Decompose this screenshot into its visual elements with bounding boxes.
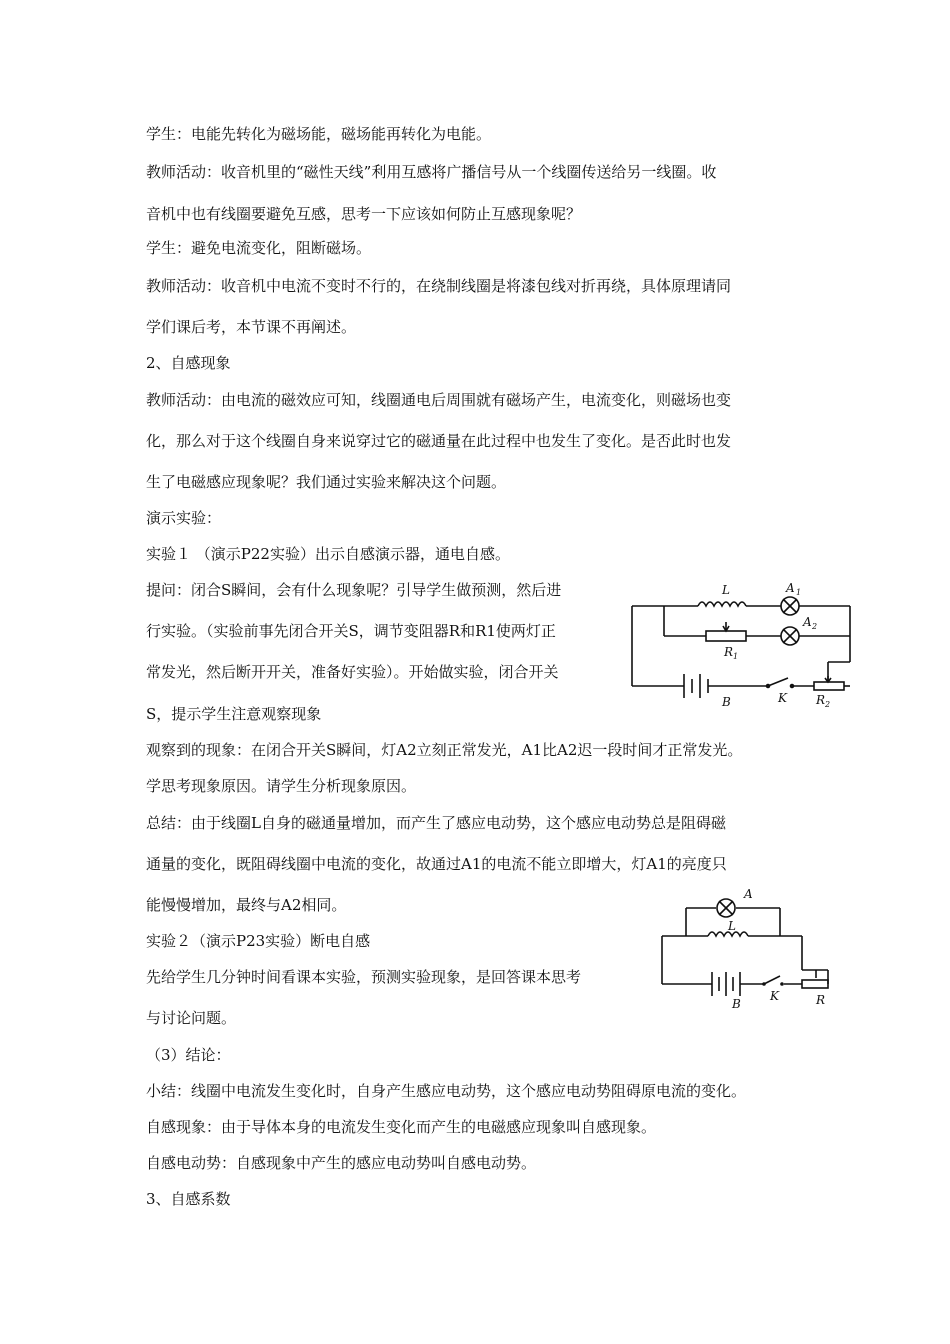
text-line: 总结：由于线圈L自身的磁通量增加，而产生了感应电动势，这个感应电动势总是阻碍磁 [146,814,726,832]
label-R: R [816,993,826,1007]
text-line: 学们课后考，本节课不再阐述。 [146,318,357,336]
text-line: 演示实验： [146,509,222,527]
text-line: 能慢慢增加，最终与A2相同。 [146,896,347,914]
section-heading: 2、自感现象 [146,354,231,372]
text-line: 小结：线圈中电流发生变化时，自身产生感应电动势，这个感应电动势阻碍原电流的变化。 [146,1082,747,1100]
text-line: 生了电磁感应现象呢？我们通过实验来解决这个问题。 [146,473,507,491]
circuit-diagram-1 [628,578,858,713]
text-line: 教师活动：收音机中电流不变时不行的，在绕制线圈是将漆包线对折再绕，具体原理请同 [146,277,732,295]
text-line: 音机中也有线圈要避免互感，思考一下应该如何防止互感现象呢？ [146,205,582,223]
label-R2: R [816,693,826,707]
text-line: 教师活动：收音机里的“磁性天线”利用互感将广播信号从一个线圈传送给另一线圈。收 [146,163,717,181]
text-line: （3）结论： [146,1046,231,1064]
circuit-diagram-2 [652,884,852,1012]
text-line: 自感现象：由于导体本身的电流发生变化而产生的电磁感应现象叫自感现象。 [146,1118,657,1136]
text-line: 通量的变化，既阻碍线圈中电流的变化，故通过A1的电流不能立即增大，灯A1的亮度只 [146,855,727,873]
label-K: K [778,691,787,705]
label-A1-sub: 1 [796,588,802,597]
text-line: 学生：电能先转化为磁场能，磁场能再转化为电能。 [146,125,492,143]
text-line: 先给学生几分钟时间看课本实验，预测实验现象，是回答课本思考 [146,968,582,986]
section-heading: 3、自感系数 [146,1190,231,1208]
text-line: 实验２（演示P23实验）断电自感 [146,932,371,950]
label-L: L [728,919,736,933]
text-line: S，提示学生注意观察现象 [146,705,322,723]
text-line: 化，那么对于这个线圈自身来说穿过它的磁通量在此过程中也发生了变化。是否此时也发 [146,432,732,450]
text-line: 常发光，然后断开开关，准备好实验）。开始做实验，闭合开关 [146,663,559,681]
text-line: 教师活动：由电流的磁效应可知，线圈通电后周围就有磁场产生，电流变化，则磁场也变 [146,391,732,409]
text-line: 观察到的现象：在闭合开关S瞬间，灯A2立刻正常发光，A1比A2迟一段时间才正常发光。 [146,741,743,759]
label-R2-sub: 2 [825,700,831,709]
label-A2: A [803,615,812,629]
text-line: 实验１ （演示P22实验）出示自感演示器，通电自感。 [146,545,510,563]
label-R1: R [724,645,734,659]
text-line: 与讨论问题。 [146,1009,237,1027]
label-B: B [732,997,741,1011]
text-line: 学生：避免电流变化，阻断磁场。 [146,239,372,257]
text-line: 自感电动势：自感现象中产生的感应电动势叫自感电动势。 [146,1154,537,1172]
label-A2-sub: 2 [812,622,818,631]
label-R1-sub: 1 [733,652,739,661]
text-line: 提问：闭合S瞬间，会有什么现象呢？引导学生做预测，然后进 [146,581,562,599]
label-A: A [744,887,753,901]
label-L: L [722,583,730,597]
label-K: K [770,989,779,1003]
text-line: 行实验。（实验前事先闭合开关S，调节变阻器R和R1使两灯正 [146,622,556,640]
label-A1: A [786,581,795,595]
label-B: B [722,695,731,709]
text-line: 学思考现象原因。请学生分析现象原因。 [146,777,417,795]
